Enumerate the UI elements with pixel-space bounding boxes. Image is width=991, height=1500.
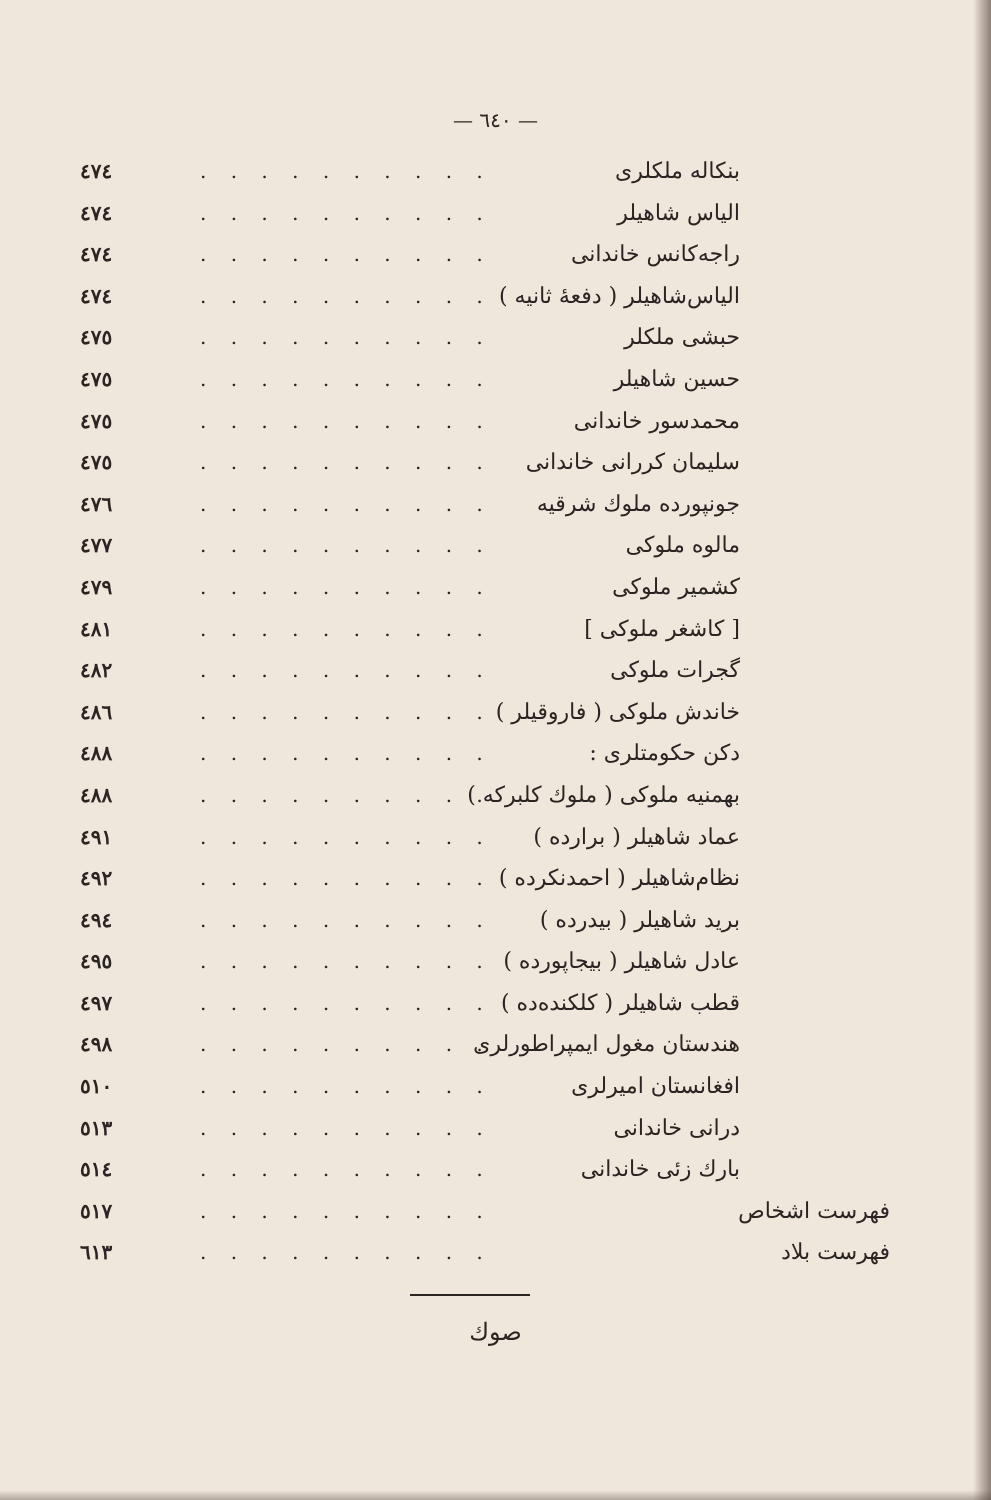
toc-entry-page: ٤٩٤	[80, 907, 113, 932]
toc-entry-title: فهرست اشخاص	[738, 1198, 890, 1224]
toc-entry-title: قطب شاهيلر ( كلكنده‌ده )	[500, 990, 740, 1016]
toc-entry-page: ٥١٤	[80, 1157, 113, 1182]
page-edge-shadow	[973, 0, 991, 1500]
toc-entry-title: خاندش ملوكى ( فاروقيلر )	[495, 699, 740, 725]
toc-entry-page: ٤٧٥	[80, 366, 113, 391]
toc-entry	[70, 569, 890, 611]
toc-entry-title: كشمير ملوكى	[612, 574, 740, 600]
toc-entry-title: راجه‌كانس خاندانى	[570, 242, 740, 268]
end-marker: صوك	[469, 1318, 522, 1346]
toc-entry	[70, 777, 890, 819]
toc-entry-page: ٥١٣	[80, 1115, 113, 1140]
page-bottom-shadow	[0, 1490, 991, 1500]
toc-entry	[70, 486, 890, 528]
toc-entry-page: ٤٧٤	[80, 283, 113, 308]
toc-leader-dots: . . . . . . . . . .	[200, 283, 492, 308]
toc-leader-dots: . . . . . . . . . .	[200, 949, 492, 974]
toc-entry-title: مالوه ملوكى	[625, 533, 740, 559]
toc-leader-dots: . . . . . . . . . .	[200, 491, 492, 516]
toc-entry	[70, 735, 890, 777]
toc-entry-page: ٤٧٤	[80, 242, 113, 267]
toc-entry-page: ٤٨٢	[80, 658, 113, 683]
toc-entry	[70, 319, 890, 361]
toc-entry-page: ٦١٣	[80, 1240, 113, 1265]
toc-entry-page: ٤٧٥	[80, 325, 113, 350]
toc-entry	[70, 1234, 890, 1276]
toc-entry-title: نظام‌شاهيلر ( احمدنكرده )	[498, 866, 740, 892]
toc-entry-title: محمدسور خاندانى	[573, 408, 740, 434]
toc-entry	[70, 902, 890, 944]
toc-entry-title: حسين شاهيلر	[613, 366, 740, 392]
toc-leader-dots: . . . . . . . . . .	[200, 1074, 492, 1099]
toc-entry-title: افغانستان اميرلرى	[571, 1074, 740, 1100]
toc-entry	[70, 611, 890, 653]
toc-leader-dots: . . . . . . . . . .	[200, 1157, 492, 1182]
toc-leader-dots: . . . . . . . . . .	[200, 990, 492, 1015]
toc-entry-title: الياس‌شاهيلر ( دفعهٔ ثانيه )	[498, 283, 740, 309]
toc-leader-dots: . . . . . . . . . .	[200, 1240, 492, 1265]
toc-leader-dots: . . . . . . . . . .	[200, 200, 492, 225]
toc-entry-title: گجرات ملوكى	[610, 658, 740, 684]
toc-entry-page: ٤٨٦	[80, 699, 113, 724]
toc-entry	[70, 236, 890, 278]
table-of-contents	[70, 153, 890, 1276]
toc-entry-page: ٤٨٨	[80, 741, 113, 766]
toc-leader-dots: . . . . . . . . . .	[200, 1198, 492, 1223]
toc-leader-dots: . . . . . . . . . .	[200, 533, 492, 558]
toc-entry	[70, 1193, 890, 1235]
toc-entry	[70, 1110, 890, 1152]
toc-leader-dots: . . . . . . . . . .	[200, 866, 492, 891]
toc-entry-page: ٤٩١	[80, 824, 113, 849]
toc-entry-title: جونپورده ملوك شرقيه	[536, 491, 740, 517]
toc-entry	[70, 403, 890, 445]
toc-entry-page: ٤٧٥	[80, 408, 113, 433]
toc-leader-dots: . . . . . . . . . .	[200, 782, 492, 807]
toc-entry-title: بهمنيه ملوكى ( ملوك كلبركه )	[467, 782, 740, 808]
toc-entry	[70, 153, 890, 195]
toc-leader-dots: . . . . . . . . . .	[200, 1115, 492, 1140]
toc-leader-dots: . . . . . . . . . .	[200, 366, 492, 391]
toc-entry	[70, 819, 890, 861]
toc-entry	[70, 278, 890, 320]
toc-entry-title: درانى خاندانى	[613, 1115, 740, 1141]
toc-leader-dots: . . . . . . . . . .	[200, 242, 492, 267]
toc-entry	[70, 1026, 890, 1068]
toc-entry-page: ٤٩٥	[80, 949, 113, 974]
toc-entry	[70, 1151, 890, 1193]
toc-leader-dots: . . . . . . . . . .	[200, 699, 492, 724]
toc-entry-page: ٤٧٤	[80, 200, 113, 225]
toc-entry-title: الياس شاهيلر	[617, 200, 740, 226]
toc-entry-title: سليمان كررانى خاندانى	[525, 450, 740, 476]
toc-entry	[70, 694, 890, 736]
toc-entry	[70, 652, 890, 694]
toc-entry-page: ٥١٧	[80, 1198, 113, 1223]
toc-entry-page: ٤٧٧	[80, 533, 113, 558]
toc-entry	[70, 985, 890, 1027]
toc-entry-page: ٤٧٩	[80, 574, 113, 599]
toc-entry-page: ٤٩٧	[80, 990, 113, 1015]
toc-entry-title: فهرست بلاد	[781, 1240, 890, 1266]
toc-entry	[70, 361, 890, 403]
toc-entry-page: ٤٩٢	[80, 866, 113, 891]
toc-entry	[70, 860, 890, 902]
toc-leader-dots: . . . . . . . . . .	[200, 1032, 492, 1057]
toc-leader-dots: . . . . . . . . . .	[200, 574, 492, 599]
toc-entry	[70, 444, 890, 486]
toc-leader-dots: . . . . . . . . . .	[200, 658, 492, 683]
toc-entry-title: بريد شاهيلر ( بيدرده )	[539, 907, 740, 933]
closing-rule	[410, 1294, 530, 1296]
toc-leader-dots: . . . . . . . . . .	[200, 907, 492, 932]
toc-leader-dots: . . . . . . . . . .	[200, 824, 492, 849]
toc-entry	[70, 195, 890, 237]
toc-entry-page: ٤٧٦	[80, 491, 113, 516]
toc-entry	[70, 1068, 890, 1110]
toc-entry-page: ٤٧٤	[80, 159, 113, 183]
toc-leader-dots: . . . . . . . . . .	[200, 741, 492, 766]
toc-leader-dots: . . . . . . . . . .	[200, 159, 492, 183]
toc-entry-page: ٤٨٨	[80, 782, 113, 807]
toc-leader-dots: . . . . . . . . . .	[200, 616, 492, 641]
toc-entry-title: هندستان مغول ايمپراطورلرى	[473, 1032, 740, 1058]
toc-entry-title: بنكاله ملكلرى	[615, 159, 740, 184]
toc-entry	[70, 527, 890, 569]
toc-leader-dots: . . . . . . . . . .	[200, 450, 492, 475]
toc-entry-title: عماد شاهيلر ( برارده )	[533, 824, 740, 850]
toc-entry-page: ٤٧٥	[80, 450, 113, 475]
toc-entry-title: عادل شاهيلر ( بيجاپورده )	[503, 949, 740, 975]
toc-entry-title: دكن حكومتلرى :	[589, 741, 740, 767]
toc-entry-title: [ كاشغر ملوكى ]	[584, 616, 740, 642]
toc-leader-dots: . . . . . . . . . .	[200, 325, 492, 350]
page-number: — ٦٤٠ —	[453, 108, 538, 132]
toc-entry-title: حبشى ملكلر	[624, 325, 740, 351]
toc-entry-page: ٤٨١	[80, 616, 113, 641]
toc-entry-page: ٥١٠	[80, 1074, 113, 1099]
toc-entry-title: بارك زئى خاندانى	[580, 1157, 740, 1183]
toc-entry	[70, 943, 890, 985]
toc-leader-dots: . . . . . . . . . .	[200, 408, 492, 433]
toc-entry-page: ٤٩٨	[80, 1032, 113, 1057]
